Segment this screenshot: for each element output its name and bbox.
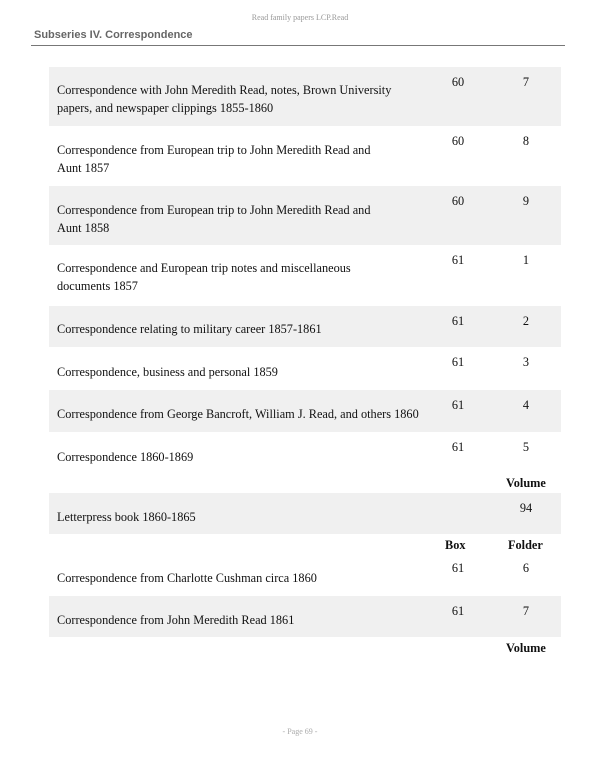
folder-number: 9 (522, 194, 530, 208)
item-description: Correspondence relating to military career 1857-1861 (57, 322, 322, 336)
folder-number: 4 (522, 398, 530, 412)
box-folder-header (49, 534, 561, 553)
folder-number: 5 (522, 440, 530, 454)
item-description: Correspondence 1860-1869 (57, 450, 194, 464)
item-description: Correspondence, business and personal 1859 (57, 365, 278, 379)
header-rule (31, 45, 565, 46)
table-row (49, 432, 561, 472)
box-number: 61 (451, 440, 465, 454)
table-row (49, 245, 561, 306)
folder-number: 3 (522, 355, 530, 369)
table-row (49, 306, 561, 347)
table-row (49, 126, 561, 186)
page-number: - Page 69 - (282, 727, 318, 736)
table-row (49, 493, 561, 534)
volume-header (49, 472, 561, 493)
box-number: 61 (451, 398, 465, 412)
folder-number: 7 (522, 75, 530, 89)
item-description: Letterpress book 1860-1865 (57, 510, 196, 524)
table-row (49, 347, 561, 390)
item-description: Correspondence from European trip to John Meredith Read and Aunt 1857 (57, 143, 371, 175)
box-number: 61 (451, 253, 465, 267)
volume-column-label: Volume (506, 641, 546, 655)
table-row (49, 596, 561, 637)
item-description: Correspondence from John Meredith Read 1861 (57, 613, 295, 627)
container-list-table (49, 67, 561, 658)
box-number: 60 (451, 194, 465, 208)
item-description: Correspondence from Charlotte Cushman circa 1860 (57, 571, 317, 585)
table-row (49, 67, 561, 126)
item-description: Correspondence and European trip notes and miscellaneous documents 1857 (57, 261, 351, 293)
box-number: 61 (451, 314, 465, 328)
box-number: 61 (451, 355, 465, 369)
box-number: 61 (451, 604, 465, 618)
folder-column-label: Folder (508, 538, 543, 552)
running-header: Read family papers LCP.Read (251, 13, 349, 22)
table-row (49, 186, 561, 245)
volume-number: 94 (519, 501, 533, 515)
box-column-label: Box (445, 538, 466, 552)
volume-header (49, 637, 561, 658)
box-number: 60 (451, 75, 465, 89)
item-description: Correspondence from George Bancroft, William J. Read, and others 1860 (57, 407, 419, 421)
box-number: 60 (451, 134, 465, 148)
box-number: 61 (451, 561, 465, 575)
section-title: Subseries IV. Correspondence (34, 29, 193, 41)
item-description: Correspondence from European trip to John Meredith Read and Aunt 1858 (57, 203, 371, 235)
folder-number: 1 (522, 253, 530, 267)
table-row (49, 390, 561, 432)
item-description: Correspondence with John Meredith Read, notes, Brown University papers, and newspaper clippings 1855-1860 (57, 83, 392, 115)
volume-column-label: Volume (506, 476, 546, 490)
folder-number: 6 (522, 561, 530, 575)
folder-number: 8 (522, 134, 530, 148)
folder-number: 2 (522, 314, 530, 328)
table-row (49, 553, 561, 596)
folder-number: 7 (522, 604, 530, 618)
